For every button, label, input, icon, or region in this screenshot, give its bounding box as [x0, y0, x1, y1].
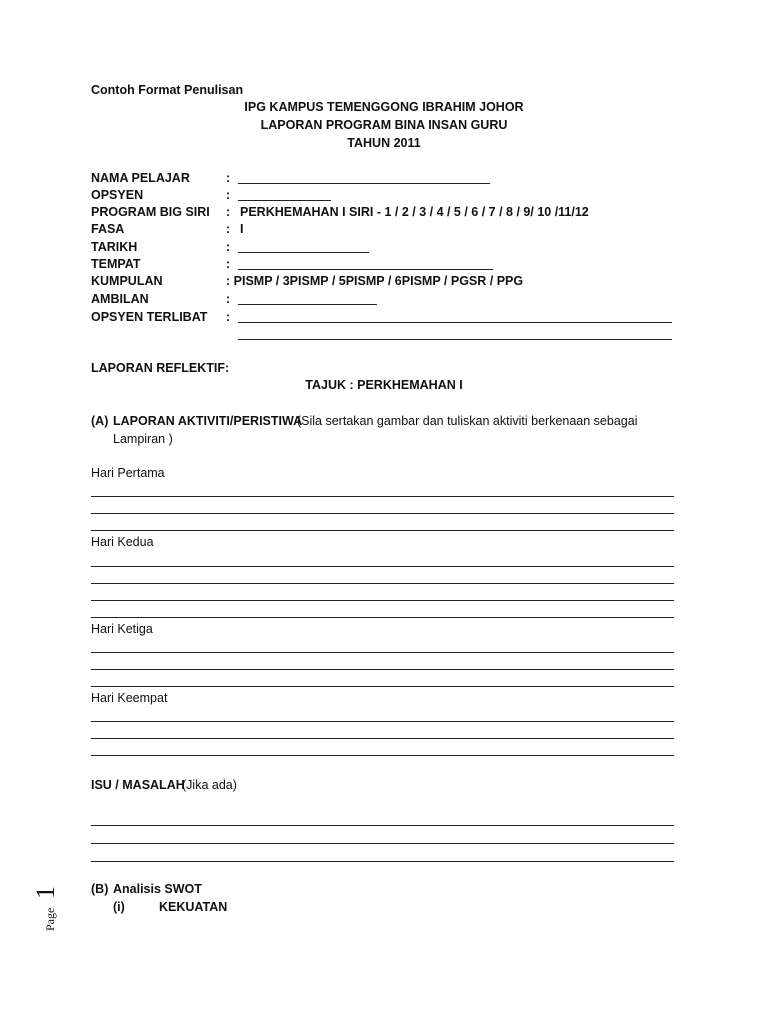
field-colon: : — [226, 257, 231, 271]
field-colon: : — [226, 292, 231, 306]
day-label-2: Hari Kedua — [91, 535, 154, 549]
day-label-3: Hari Ketiga — [91, 622, 153, 636]
reflektif-heading: LAPORAN REFLEKTIF: — [91, 361, 230, 375]
writing-line — [91, 825, 674, 826]
writing-line — [91, 721, 674, 722]
writing-line — [91, 861, 674, 862]
field-label-program: PROGRAM BIG SIRI — [91, 205, 210, 219]
section-a-note: (Sila sertakan gambar dan tuliskan aktiviti berkenaan sebagai — [297, 414, 638, 428]
page-number: 1 — [31, 886, 60, 899]
section-a-note-2: Lampiran ) — [113, 432, 173, 446]
field-colon: : — [226, 240, 231, 254]
day-label-1: Hari Pertama — [91, 466, 165, 480]
writing-line — [91, 755, 674, 756]
report-year: TAHUN 2011 — [347, 136, 421, 150]
field-colon: : — [226, 171, 231, 185]
format-label: Contoh Format Penulisan — [91, 83, 244, 97]
tajuk-heading: TAJUK : PERKHEMAHAN I — [305, 378, 463, 392]
institution-title: IPG KAMPUS TEMENGGONG IBRAHIM JOHOR — [244, 100, 524, 114]
section-b-title: Analisis SWOT — [113, 882, 202, 896]
section-b-sub-marker: (i) — [113, 900, 125, 914]
writing-line — [91, 513, 674, 514]
writing-line — [91, 843, 674, 844]
field-label-tarikh: TARIKH — [91, 240, 138, 254]
writing-line — [91, 600, 674, 601]
nama-blank-line — [238, 183, 490, 184]
tarikh-blank-line — [238, 252, 369, 253]
fasa-value: I — [240, 222, 244, 236]
field-label-opsyen: OPSYEN — [91, 188, 144, 202]
opsyen-blank-line — [238, 200, 331, 201]
writing-line — [91, 738, 674, 739]
writing-line — [91, 686, 674, 687]
page-number-mark — [17, 886, 67, 933]
tempat-blank-line — [238, 269, 493, 270]
field-label-ambilan: AMBILAN — [91, 292, 149, 306]
isu-title: ISU / MASALAH — [91, 778, 185, 792]
section-a-title: LAPORAN AKTIVITI/PERISTIWA — [113, 414, 303, 428]
writing-line — [91, 617, 674, 618]
ambilan-blank-line — [238, 304, 377, 305]
field-label-opsyen-terlibat: OPSYEN TERLIBAT — [91, 310, 208, 324]
day-label-4: Hari Keempat — [91, 691, 168, 705]
section-b-marker: (B) — [91, 882, 109, 896]
section-a-marker: (A) — [91, 414, 109, 428]
field-label-fasa: FASA — [91, 222, 125, 236]
opsyen-terlibat-blank-line — [238, 322, 672, 323]
field-colon: : — [226, 222, 231, 236]
field-label-nama: NAMA PELAJAR — [91, 171, 190, 185]
program-value: PERKHEMAHAN I SIRI - 1 / 2 / 3 / 4 / 5 / 6 / 7 / 8 / 9/ 10 /11/12 — [240, 205, 589, 219]
writing-line — [91, 583, 674, 584]
isu-note: (Jika ada) — [182, 778, 237, 792]
kumpulan-value: : PISMP / 3PISMP / 5PISMP / 6PISMP / PGSR / PPG — [226, 274, 524, 288]
opsyen-terlibat-blank-line — [238, 339, 672, 340]
field-colon: : — [226, 310, 231, 324]
writing-line — [91, 530, 674, 531]
writing-line — [91, 496, 674, 497]
field-label-tempat: TEMPAT — [91, 257, 141, 271]
report-title: LAPORAN PROGRAM BINA INSAN GURU — [260, 118, 508, 132]
field-colon: : — [226, 205, 231, 219]
section-b-sub-title: KEKUATAN — [159, 900, 228, 914]
writing-line — [91, 566, 674, 567]
field-colon: : — [226, 188, 231, 202]
field-label-kumpulan: KUMPULAN — [91, 274, 163, 288]
writing-line — [91, 669, 674, 670]
page-word: Page — [43, 907, 57, 931]
writing-line — [91, 652, 674, 653]
